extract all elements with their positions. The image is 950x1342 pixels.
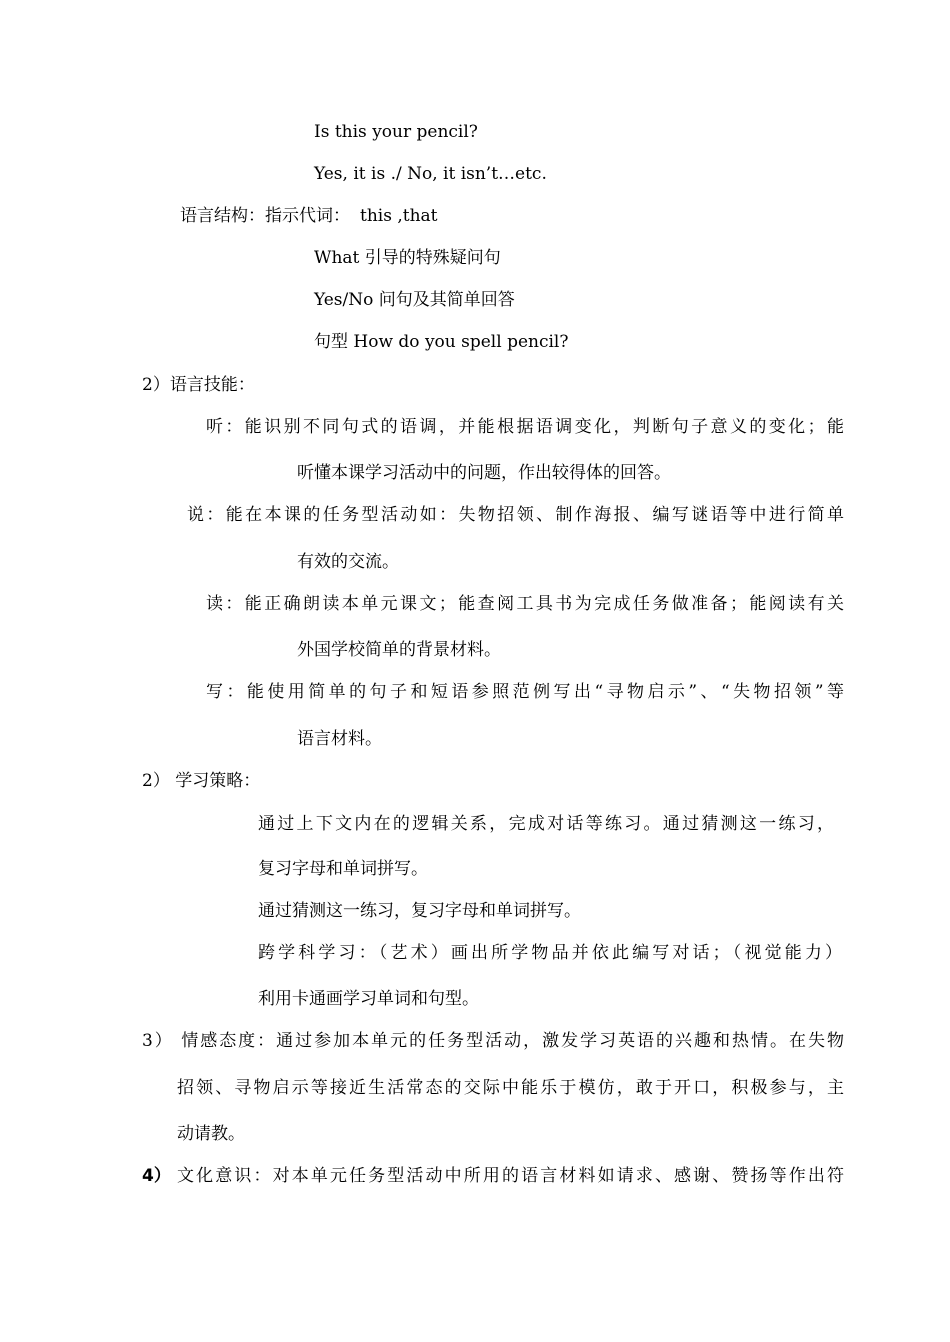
- attitude-line-1: 3） 情感态度：通过参加本单元的任务型活动，激发学习英语的兴趣和热情。在失物: [142, 1031, 844, 1051]
- structure-spell: 句型 How do you spell pencil?: [314, 332, 569, 352]
- writing-line-1: 写：能使用简单的句子和短语参照范例写出“寻物启示”、“失物招领”等: [206, 682, 844, 702]
- demonstrative-pronouns: this ,that: [360, 206, 438, 226]
- language-structure-line: [180, 205, 438, 227]
- strategy-line-4: 跨学科学习：（艺术）画出所学物品并依此编写对话；（视觉能力）: [258, 943, 842, 963]
- strategy-line-3: 通过猜测这一练习，复习字母和单词拼写。: [258, 901, 581, 921]
- strategy-line-5: 利用卡通画学习单词和句型。: [258, 989, 479, 1009]
- reading-line-1: 读：能正确朗读本单元课文；能查阅工具书为完成任务做准备；能阅读有关: [206, 594, 844, 614]
- speaking-line-2: 有效的交流。: [297, 552, 399, 572]
- culture-line-1: 文化意识：对本单元任务型活动中所用的语言材料如请求、感谢、赞扬等作出符: [177, 1166, 844, 1186]
- section-learning-strategy-heading: 2） 学习策略：: [142, 771, 261, 791]
- structure-yes-no: Yes/No 问句及其简单回答: [314, 290, 515, 310]
- listening-line-1: 听：能识别不同句式的语调，并能根据语调变化，判断句子意义的变化；能: [206, 417, 844, 437]
- speaking-line-1: 说：能在本课的任务型活动如：失物招领、制作海报、编写谜语等中进行简单: [187, 505, 844, 525]
- listening-line-2: 听懂本课学习活动中的问题，作出较得体的回答。: [297, 463, 671, 483]
- reading-line-2: 外国学校简单的背景材料。: [297, 640, 501, 660]
- language-structure-label: 语言结构：指示代词：: [180, 206, 350, 226]
- attitude-line-2: 招领、寻物启示等接近生活常态的交际中能乐于模仿，敢于开口，积极参与，主: [177, 1078, 844, 1098]
- writing-line-2: 语言材料。: [297, 729, 382, 749]
- structure-what-question: What 引导的特殊疑问句: [314, 248, 501, 268]
- culture-number: 4）: [142, 1166, 171, 1186]
- section-language-skills-heading: 2）语言技能：: [142, 375, 255, 395]
- strategy-line-2: 复习字母和单词拼写。: [258, 859, 428, 879]
- attitude-line-3: 动请教。: [177, 1124, 245, 1144]
- example-question: Is this your pencil?: [314, 122, 478, 142]
- strategy-line-1: 通过上下文内在的逻辑关系，完成对话等练习。通过猜测这一练习，: [258, 814, 834, 834]
- example-answer: Yes, it is ./ No, it isn’t…etc.: [314, 164, 547, 184]
